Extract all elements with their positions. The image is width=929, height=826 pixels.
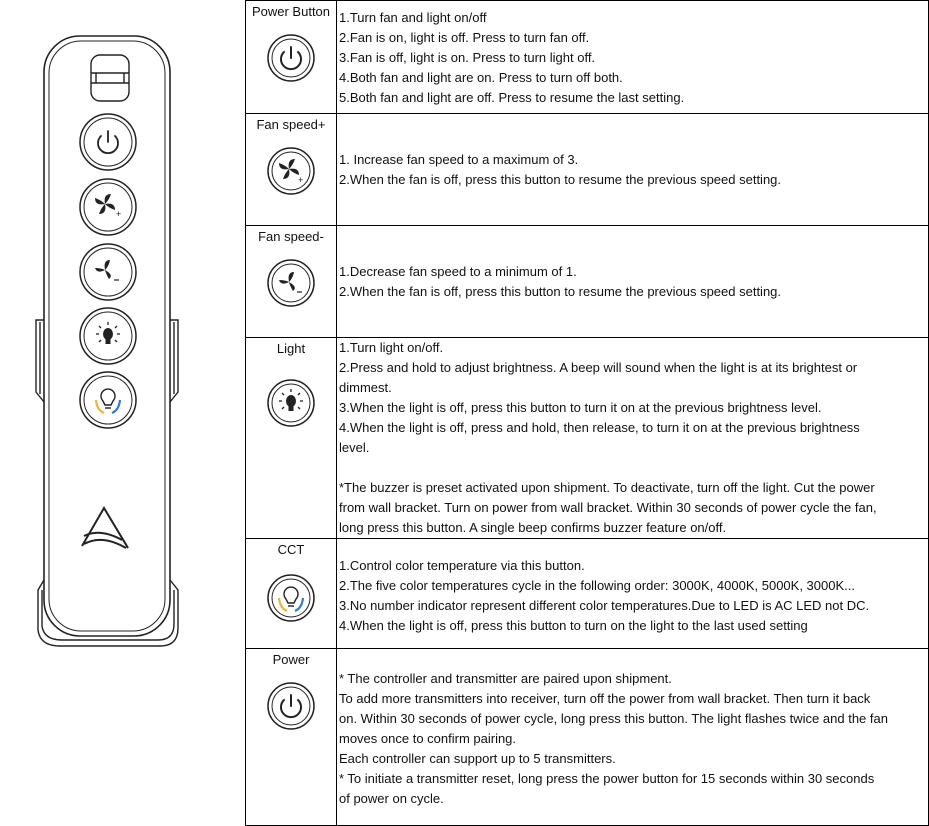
button-cell	[246, 114, 337, 226]
button-name: Power	[272, 652, 310, 667]
spacer	[339, 458, 926, 478]
description-line: 2.When the fan is off, press this button to resume the previous speed setting.	[339, 283, 782, 299]
description-cell	[337, 226, 929, 338]
remote-control-illustration	[0, 0, 245, 826]
table-row	[246, 338, 929, 539]
description-line: 1.Turn light on/off.	[339, 340, 444, 355]
svg-text:+: +	[116, 209, 122, 219]
button-name: Power Button	[251, 4, 331, 19]
button-name: Fan speed+	[256, 117, 326, 132]
description-line: 4.When the light is off, press this button to turn on the light to the last used setting	[339, 618, 808, 633]
description-line: To add more transmitters into receiver, turn off the power from wall bracket. Then turn it back	[339, 691, 871, 706]
remote-light-button	[80, 308, 136, 364]
description-line: 5.Both fan and light are off. Press to resume the last setting.	[339, 90, 685, 105]
power-icon	[266, 33, 316, 83]
description-line: 2.The five color temperatures cycle in the following order: 3000K, 4000K, 5000K, 3000K...	[339, 578, 855, 593]
brand-logo-icon	[82, 508, 128, 548]
description-line: long press this button. A single beep confirms buzzer feature on/off.	[339, 520, 727, 535]
description-line: 4.When the light is off, press and hold, then release, to turn it on at the previous brightness	[339, 420, 860, 435]
button-name: Fan speed-	[258, 229, 324, 244]
description-line: on. Within 30 seconds of power cycle, long press this button. The light flashes twice and the fan	[339, 711, 888, 726]
description-cell	[337, 338, 929, 539]
button-cell	[246, 226, 337, 338]
table-row	[246, 226, 929, 338]
description-line: *The buzzer is preset activated upon shipment. To deactivate, turn off the light. Cut the power	[339, 480, 875, 495]
description-cell	[337, 114, 929, 226]
power-icon	[266, 681, 316, 731]
button-cell	[246, 338, 337, 539]
button-cell	[246, 1, 337, 114]
table-row	[246, 539, 929, 649]
description-line: 2.Press and hold to adjust brightness. A beep will sound when the light is at its brightest or	[339, 360, 858, 375]
description-line: 1. Increase fan speed to a maximum of 3.	[339, 151, 579, 167]
remote-cct-button	[80, 372, 136, 428]
table-row	[246, 1, 929, 114]
description-line: level.	[339, 440, 370, 455]
table-row	[246, 649, 929, 826]
cct-bulb-icon	[266, 573, 316, 623]
button-cell	[246, 539, 337, 649]
button-instructions-table	[245, 0, 929, 826]
description-line: dimmest.	[339, 380, 392, 395]
description-cell	[337, 649, 929, 826]
description-line: * To initiate a transmitter reset, long press the power button for 15 seconds within 30 seconds	[339, 771, 875, 786]
svg-text:+: +	[298, 175, 304, 185]
button-name: Light	[276, 341, 306, 356]
fan-plus-icon	[266, 146, 316, 196]
description-line: 3.No number indicator represent different color temperatures.Due to LED is AC LED not DC.	[339, 598, 870, 613]
description-line: 2.When the fan is off, press this button to resume the previous speed setting.	[339, 171, 782, 187]
description-line: from wall bracket. Turn on power from wall bracket. Within 30 seconds of power cycle the fan,	[339, 500, 877, 515]
description-line: 1.Decrease fan speed to a minimum of 1.	[339, 263, 577, 279]
remote-power-button	[80, 114, 136, 170]
description-line: 1.Turn fan and light on/off	[339, 10, 487, 25]
button-cell	[246, 649, 337, 826]
description-line: * The controller and transmitter are paired upon shipment.	[339, 671, 672, 686]
description-line: 3.When the light is off, press this button to turn it on at the previous brightness level.	[339, 400, 822, 415]
table-row	[246, 114, 929, 226]
description-line: moves once to confirm pairing.	[339, 731, 517, 746]
description-line: 2.Fan is on, light is off. Press to turn fan off.	[339, 30, 590, 45]
remote-fan-minus-button	[80, 244, 136, 300]
description-cell	[337, 539, 929, 649]
description-line: Each controller can support up to 5 transmitters.	[339, 751, 616, 766]
description-line: of power on cycle.	[339, 791, 444, 806]
description-line: 4.Both fan and light are on. Press to turn off both.	[339, 70, 623, 85]
description-line: 1.Control color temperature via this button.	[339, 558, 585, 573]
description-cell	[337, 1, 929, 114]
remote-fan-plus-button	[80, 179, 136, 235]
light-bulb-icon	[266, 378, 316, 428]
fan-minus-icon	[266, 258, 316, 308]
button-name: CCT	[277, 542, 305, 557]
description-line: 3.Fan is off, light is on. Press to turn light off.	[339, 50, 596, 65]
